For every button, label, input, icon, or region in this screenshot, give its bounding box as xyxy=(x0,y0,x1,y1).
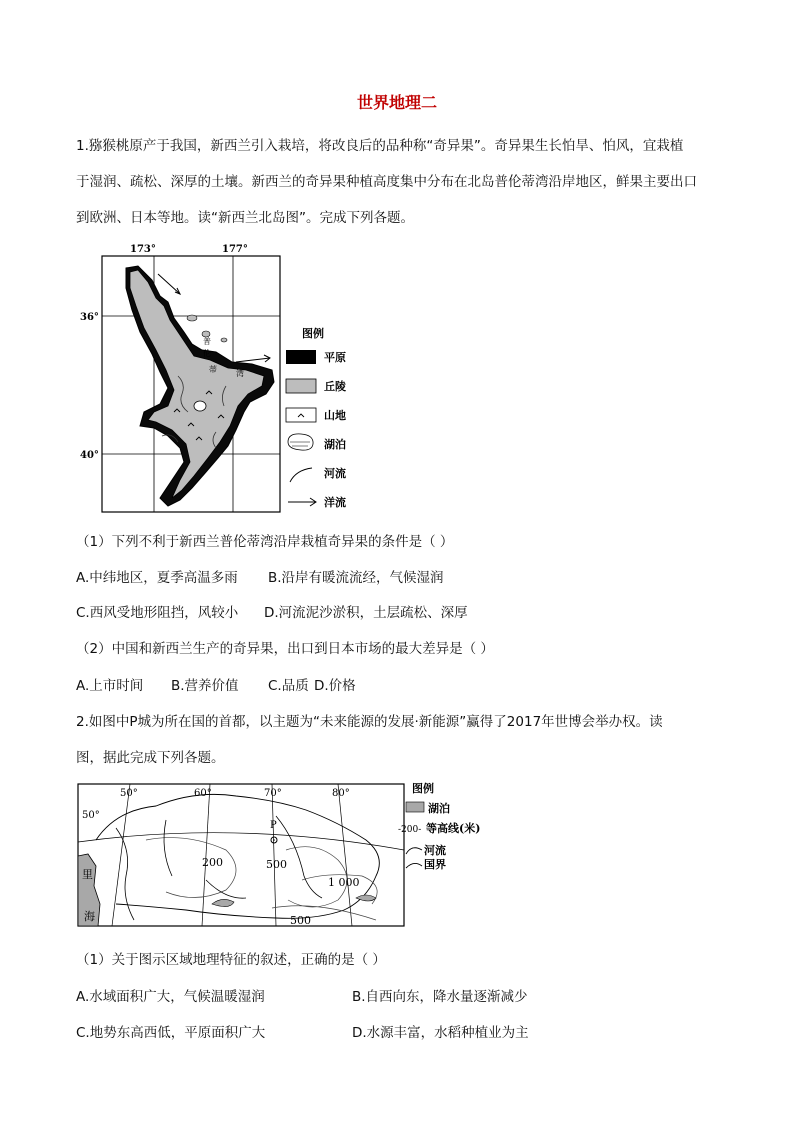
contour-label-500-south: 500 xyxy=(290,914,311,927)
q1-stem-line-2: 于湿润、疏松、深厚的土壤。新西兰的奇异果种植高度集中分布在北岛普伦蒂湾沿岸地区，鲜果主要出口 xyxy=(76,174,697,190)
q2-stem-line-1: 2.如图中P城为所在国的首都，以主题为“未来能源的发展·新能源”赢得了2017年世博会举办权。读 xyxy=(76,714,663,730)
q1-sub1-option-b: B.沿岸有暖流流经，气候湿润 xyxy=(268,570,444,586)
legend-river: 河流 xyxy=(424,844,446,857)
legend-title: 图例 xyxy=(302,327,324,340)
sea-char-hai: 海 xyxy=(84,910,95,923)
offshore-island-3 xyxy=(221,338,227,342)
q1-sub2-question: （2）中国和新西兰生产的奇异果，出口到日本市场的最大差异是（ ） xyxy=(76,641,494,657)
place-char-lun: 伦 xyxy=(203,349,211,358)
legend-mountain: 山地 xyxy=(324,409,346,422)
lake-taupo xyxy=(194,401,206,411)
offshore-island-1 xyxy=(187,315,197,321)
legend-river: 河流 xyxy=(324,467,346,480)
q1-sub1-option-c: C.西风受地形阻挡，风较小 xyxy=(76,605,239,621)
lon-label-60: 60° xyxy=(194,788,212,799)
legend-plain: 平原 xyxy=(324,351,346,364)
q2-sub1-option-c: C.地势东高西低，平原面积广大 xyxy=(76,1025,266,1041)
contour-label-500-north: 500 xyxy=(266,858,287,871)
legend-contour: 等高线(米) xyxy=(426,822,481,835)
legend-river-swatch xyxy=(290,468,312,482)
legend-river-swatch xyxy=(406,848,422,854)
q1-sub1-option-d: D.河流泥沙淤积，土层疏松、深厚 xyxy=(264,605,468,621)
q1-sub2-option-c: C.品质 xyxy=(268,678,309,694)
lon-label-177: 177° xyxy=(222,244,248,255)
island-hills-fill xyxy=(130,270,264,498)
new-zealand-north-island-map xyxy=(76,236,376,516)
q1-stem-line-3: 到欧洲、日本等地。读“新西兰北岛图”。完成下列各题。 xyxy=(76,210,414,226)
q2-sub1-option-a: A.水域面积广大，气候温暖湿润 xyxy=(76,989,265,1005)
legend-border-swatch xyxy=(406,863,422,868)
lon-label-173: 173° xyxy=(130,244,156,255)
map-legend xyxy=(398,781,480,871)
lon-label-50: 50° xyxy=(120,788,138,799)
q1-sub2-option-d: D.价格 xyxy=(314,678,356,694)
page-title: 世界地理二 xyxy=(356,93,437,112)
legend-hills: 丘陵 xyxy=(324,380,346,393)
q2-sub1-question: （1）关于图示区域地理特征的叙述，正确的是（ ） xyxy=(76,952,386,968)
lat-label-36: 36° xyxy=(80,312,99,323)
legend-current-swatch xyxy=(288,498,316,506)
legend-border: 国界 xyxy=(424,858,446,871)
legend-lake: 湖泊 xyxy=(324,438,346,451)
q2-sub1-option-b: B.自西向东，降水量逐渐减少 xyxy=(352,989,528,1005)
legend-contour-value: -200- xyxy=(398,825,422,835)
place-char-pu: 普 xyxy=(203,337,211,346)
legend-current: 洋流 xyxy=(324,496,346,509)
q1-sub1-question: （1）下列不利于新西兰普伦蒂湾沿岸栽植奇异果的条件是（ ） xyxy=(76,534,454,550)
q1-sub2-option-a: A.上市时间 xyxy=(76,678,144,694)
contour-label-1000: 1 000 xyxy=(328,876,360,889)
legend-plain-swatch xyxy=(286,350,316,364)
q1-stem-line-1: 1.猕猴桃原产于我国，新西兰引入栽培，将改良后的品种称“奇异果”。奇异果生长怕旱、怕风，宜栽植 xyxy=(76,138,684,154)
city-label-p: P xyxy=(270,820,277,831)
map-legend xyxy=(286,326,346,509)
contour-label-200: 200 xyxy=(202,856,223,869)
q1-sub2-option-b: B.营养价值 xyxy=(171,678,239,694)
sea-char-li: 里 xyxy=(82,868,93,881)
lat-label-40: 40° xyxy=(80,450,99,461)
capital-city-dot xyxy=(273,839,275,841)
lat-label-50: 50° xyxy=(82,810,100,821)
lon-label-70: 70° xyxy=(264,788,282,799)
legend-mountain-swatch xyxy=(286,408,316,422)
lon-label-80: 80° xyxy=(332,788,350,799)
place-char-di: 蒂 xyxy=(209,365,217,374)
legend-lake: 湖泊 xyxy=(428,802,450,815)
place-char-wan: 湾 xyxy=(236,369,244,378)
legend-title: 图例 xyxy=(412,782,434,795)
legend-lake-swatch xyxy=(406,802,424,812)
central-asia-map xyxy=(76,780,481,930)
legend-hills-swatch xyxy=(286,379,316,393)
q2-sub1-option-d: D.水源丰富，水稻种植业为主 xyxy=(352,1025,529,1041)
q1-sub1-option-a: A.中纬地区，夏季高温多雨 xyxy=(76,570,238,586)
q2-stem-line-2: 图，据此完成下列各题。 xyxy=(76,750,225,766)
